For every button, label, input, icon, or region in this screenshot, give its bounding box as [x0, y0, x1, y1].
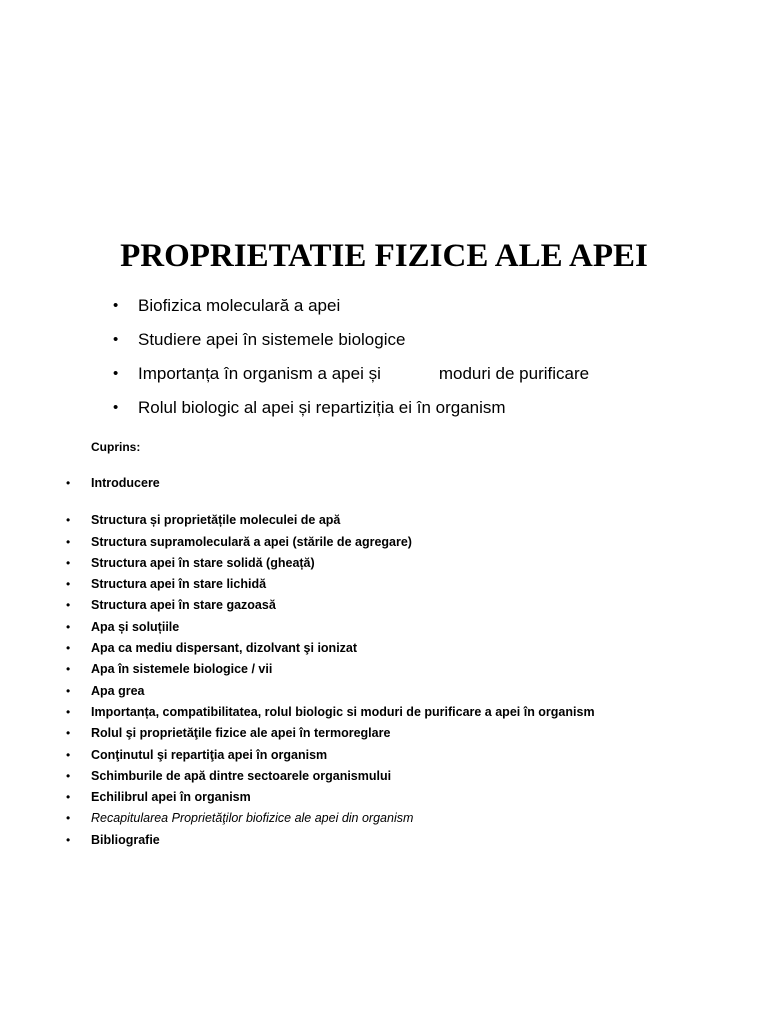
bullet-icon: • [113, 365, 119, 382]
bullet-icon: • [66, 476, 71, 490]
toc-item [66, 534, 595, 555]
toc-item [66, 768, 595, 789]
toc-heading: Cuprins: [91, 440, 141, 454]
toc-item [66, 810, 595, 831]
topic-item [113, 326, 589, 360]
toc-item [66, 683, 595, 704]
toc-item [66, 704, 595, 725]
bullet-icon: • [66, 534, 71, 549]
toc-item-text: Recapitularea Proprietăţilor biofizice ale apei din organism [91, 811, 414, 826]
topic-item [113, 360, 589, 394]
toc-item-text: Apa ca mediu dispersant, dizolvant şi ionizat [91, 641, 358, 656]
toc-item-text: Importanța, compatibilitatea, rolul biologic si moduri de purificare a apei în organism [91, 704, 595, 719]
bullet-icon: • [66, 704, 71, 719]
bullet-icon: • [66, 726, 71, 741]
topic-text: Biofizica moleculară a apei [138, 296, 341, 315]
topic-item [113, 292, 589, 326]
bullet-icon: • [66, 683, 71, 698]
toc-item [66, 555, 595, 576]
toc-item [66, 512, 595, 533]
bullet-icon: • [66, 747, 71, 762]
toc-item [66, 475, 595, 496]
toc-item-text: Apa și soluțiile [91, 619, 180, 634]
toc-item [66, 640, 595, 661]
toc-item [66, 597, 595, 618]
bullet-icon: • [113, 399, 119, 416]
bullet-icon: • [113, 331, 119, 348]
bullet-icon: • [66, 619, 71, 634]
bullet-icon: • [113, 297, 119, 314]
topic-text: Rolul biologic al apei și repartiziția ei în organism [138, 398, 506, 417]
toc-item [66, 789, 595, 810]
toc-item-text: Rolul şi proprietăţile fizice ale apei în termoreglare [91, 726, 391, 741]
toc-item [66, 661, 595, 682]
topic-list [113, 292, 589, 428]
toc-item-text: Structura și proprietățile moleculei de apă [91, 513, 341, 528]
toc-item-text: Structura apei în stare solidă (gheață) [91, 555, 315, 570]
toc-item-text: Structura supramoleculară a apei (stările de agregare) [91, 534, 412, 549]
toc-item-text: Echilibrul apei în organism [91, 790, 251, 805]
bullet-icon: • [66, 513, 71, 528]
toc-list [66, 475, 595, 853]
toc-item-text: Conţinutul şi repartiţia apei în organism [91, 747, 328, 762]
toc-item-text: Apa grea [91, 683, 145, 698]
toc-item [66, 832, 595, 853]
toc-item-text: Introducere [91, 476, 160, 490]
topic-text-continued: moduri de purificare [438, 364, 590, 383]
bullet-icon: • [66, 555, 71, 570]
page-title: PROPRIETATIE FIZICE ALE APEI [120, 238, 648, 274]
toc-item-text: Structura apei în stare lichidă [91, 577, 267, 592]
bullet-icon: • [66, 662, 71, 677]
toc-item-text: Bibliografie [91, 832, 160, 847]
toc-item [66, 576, 595, 597]
bullet-icon: • [66, 641, 71, 656]
bullet-icon: • [66, 577, 71, 592]
toc-item-text: Schimburile de apă dintre sectoarele organismului [91, 768, 392, 783]
bullet-icon: • [66, 790, 71, 805]
topic-text: Importanța în organism a apei și [138, 364, 381, 383]
bullet-icon: • [66, 811, 71, 826]
bullet-icon: • [66, 768, 71, 783]
toc-item-text: Structura apei în stare gazoasă [91, 598, 276, 613]
bullet-icon: • [66, 598, 71, 613]
bullet-icon: • [66, 832, 71, 847]
toc-item [66, 747, 595, 768]
toc-item [66, 725, 595, 746]
topic-item [113, 394, 589, 428]
topic-text: Studiere apei în sistemele biologice [138, 330, 406, 349]
toc-item [66, 619, 595, 640]
toc-item-text: Apa în sistemele biologice / vii [91, 662, 273, 677]
